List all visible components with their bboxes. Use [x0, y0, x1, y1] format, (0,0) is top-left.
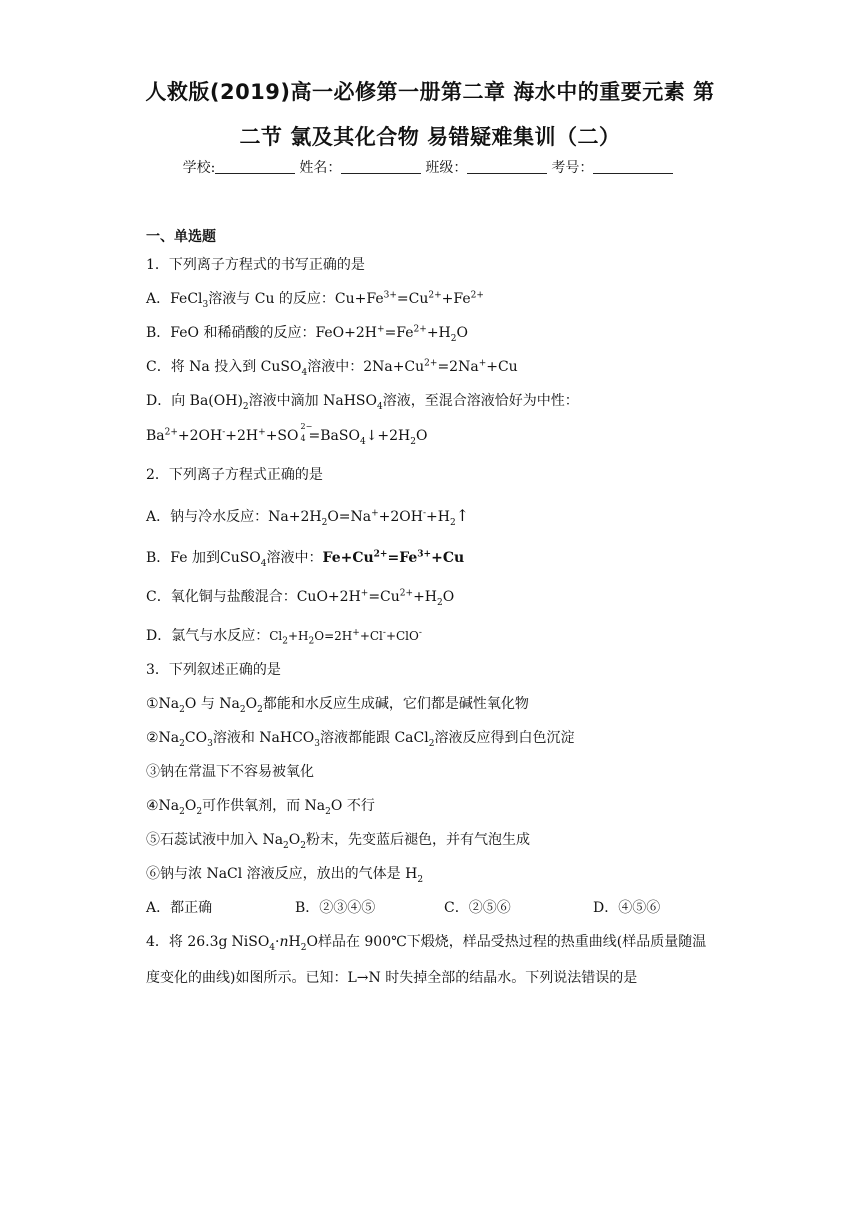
q2-option-d: D．氯气与水反应：$Cl_2+H_2O=2H^++Cl^-+ClO^-$ [146, 628, 422, 647]
exam-no-label: 考号： [551, 160, 594, 176]
q1-option-c: C．将 Na 投入到 CuSO$_4$溶液中：$2Na+Cu^{2+}=2Na^++Cu$ [146, 358, 518, 378]
student-info-line [0, 157, 860, 177]
q3-stem: 3．下列叙述正确的是 [146, 662, 281, 678]
class-blank[interactable] [467, 161, 547, 174]
q1-option-a: A．FeCl$_3$溶液与 Cu 的反应：$Cu+Fe^{3+}=Cu^{2+}+Fe^{2+}$ [146, 290, 484, 310]
q3-statement-2: $②Na_2CO_3$溶液和 NaHCO$_3$溶液都能跟 CaCl$_2$溶液反应得到白色沉淀 [146, 730, 575, 749]
q4-stem-line1: 4．将 26.3g $NiSO_4\cdot nH_2O$样品在 900℃下煅烧，样品受热过程的热重曲线(样品质量随温 [146, 934, 707, 953]
q2-option-c: C．氧化铜与盐酸混合：$CuO+2H^+=Cu^{2+}+H_2O$ [146, 588, 455, 608]
q1-option-d-equation: $Ba^{2+}+2OH^-+2H^++SO$ 2− 4 $=BaSO_4↓+2H_2O$ [146, 422, 428, 447]
q1-stem: 1．下列离子方程式的书写正确的是 [146, 257, 365, 273]
document-title-line1: 人救版(2019)高一必修第一册第二章 海水中的重要元素 第 [145, 80, 715, 104]
class-label: 班级： [425, 160, 468, 176]
school-label: 学校: [182, 160, 216, 176]
q3-statement-6: ⑥钠与浓 NaCl 溶液反应，放出的气体是 $H_2$ [146, 866, 424, 885]
exam-no-blank[interactable] [593, 161, 673, 174]
q4-stem-line2: 度变化的曲线)如图所示。已知：L→N 时失掉全部的结晶水。下列说法错误的是 [146, 970, 638, 986]
q3-option-b[interactable]: B．②③④⑤ [295, 900, 376, 916]
q3-option-a[interactable]: A．都正确 [146, 900, 213, 916]
section-title: 一、单选题 [146, 229, 216, 245]
q2-option-b: B．Fe 加到CuSO$_4$溶液中：$Fe+Cu^{2+}=Fe^{3+}+Cu$ [146, 549, 465, 569]
name-label: 姓名： [299, 160, 342, 176]
q1-option-b: B．FeO 和稀硝酸的反应：$FeO+2H^+=Fe^{2+}+H_2O$ [146, 324, 468, 344]
q1-option-d: D．向 $Ba(OH)_2$溶液中滴加 NaHSO$_4$溶液，至混合溶液恰好为中性： [146, 393, 579, 412]
q2-option-a: A．钠与冷水反应：$Na+2H_2O=Na^++2OH^-+H_2↑$ [146, 506, 470, 528]
q3-option-c[interactable]: C．②⑤⑥ [444, 900, 511, 916]
q3-statement-3: ③钠在常温下不容易被氧化 [146, 764, 314, 780]
q3-statement-5: ⑤石蕊试液中加入 $Na_2O_2$粉末，先变蓝后褪色，并有气泡生成 [146, 832, 530, 851]
q3-statement-4: $④Na_2O_2$可作供氧剂，而 $Na_2O$ 不行 [146, 798, 375, 817]
q2-stem: 2．下列离子方程式正确的是 [146, 467, 323, 483]
name-blank[interactable] [341, 161, 421, 174]
school-blank[interactable] [215, 161, 295, 174]
q3-option-d[interactable]: D．④⑤⑥ [593, 900, 661, 916]
q3-statement-1: $①Na_2O$ 与 $Na_2O_2$都能和水反应生成碱，它们都是碱性氧化物 [146, 696, 529, 715]
document-title-line2: 二节 氯及其化合物 易错疑难集训（二） [239, 125, 621, 149]
